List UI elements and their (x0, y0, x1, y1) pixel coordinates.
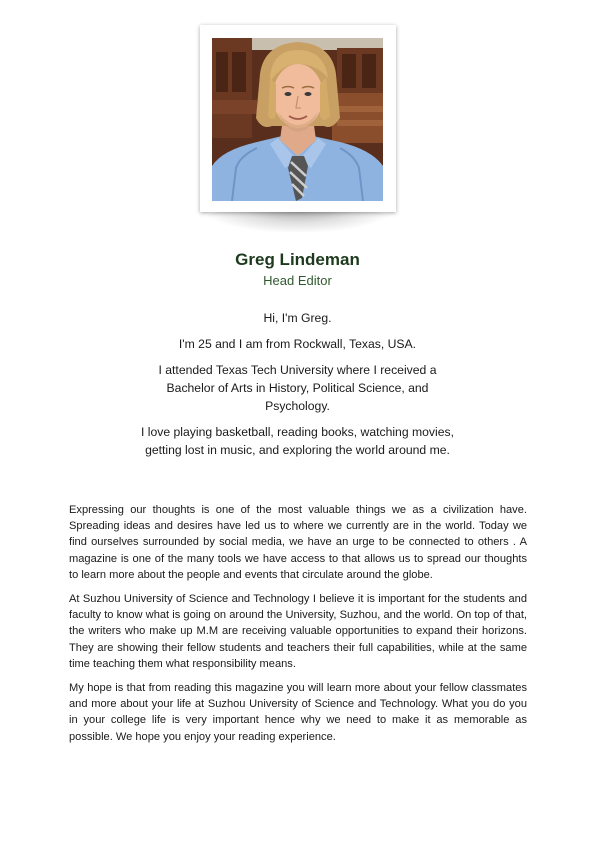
person-role: Head Editor (263, 273, 332, 288)
editor-letter (69, 502, 527, 753)
intro-section (140, 309, 455, 467)
letter-paragraph-1: Expressing our thoughts is one of the most valuable things we as a civilization have. Spreading ideas and desires have led us to where we currently are in the world. Today we find ourselves surrounded by social media, we have an urge to be connected to others . A magazine is one of the many tools we have access to that allows us to spread our thoughts to learn more about the people and events that circulate around the globe. (69, 504, 527, 581)
profile-photo (212, 38, 383, 201)
intro-greeting: Hi, I'm Greg. (263, 311, 332, 325)
letter-paragraph-2: At Suzhou University of Science and Technology I believe it is important for the students and faculty to know what is going on around the University, Suzhou, and the world. On top of that, the writers who make up M.M are receiving valuable opportunities to expand their horizons. They are showing their fellow students and teachers their full capabilities, while at the same time teaching them what responsibility means. (69, 593, 527, 670)
letter-paragraph-3: My hope is that from reading this magazine you will learn more about your fellow classmates and more about your life at Suzhou University of Science and Technology. What you do you in your college life is very important hence why we need to make it as memorable as possible. We hope you enjoy your reading experience. (69, 682, 527, 743)
intro-hobbies: I love playing basketball, reading books, watching movies, getting lost in music, and exploring the world around me. (141, 425, 454, 457)
intro-education: I attended Texas Tech University where I received a Bachelor of Arts in History, Political Science, and Psychology. (158, 363, 437, 413)
profile-photo-frame (200, 25, 396, 212)
intro-age-location: I'm 25 and I am from Rockwall, Texas, USA. (178, 337, 417, 351)
person-name: Greg Lindeman (235, 250, 360, 269)
